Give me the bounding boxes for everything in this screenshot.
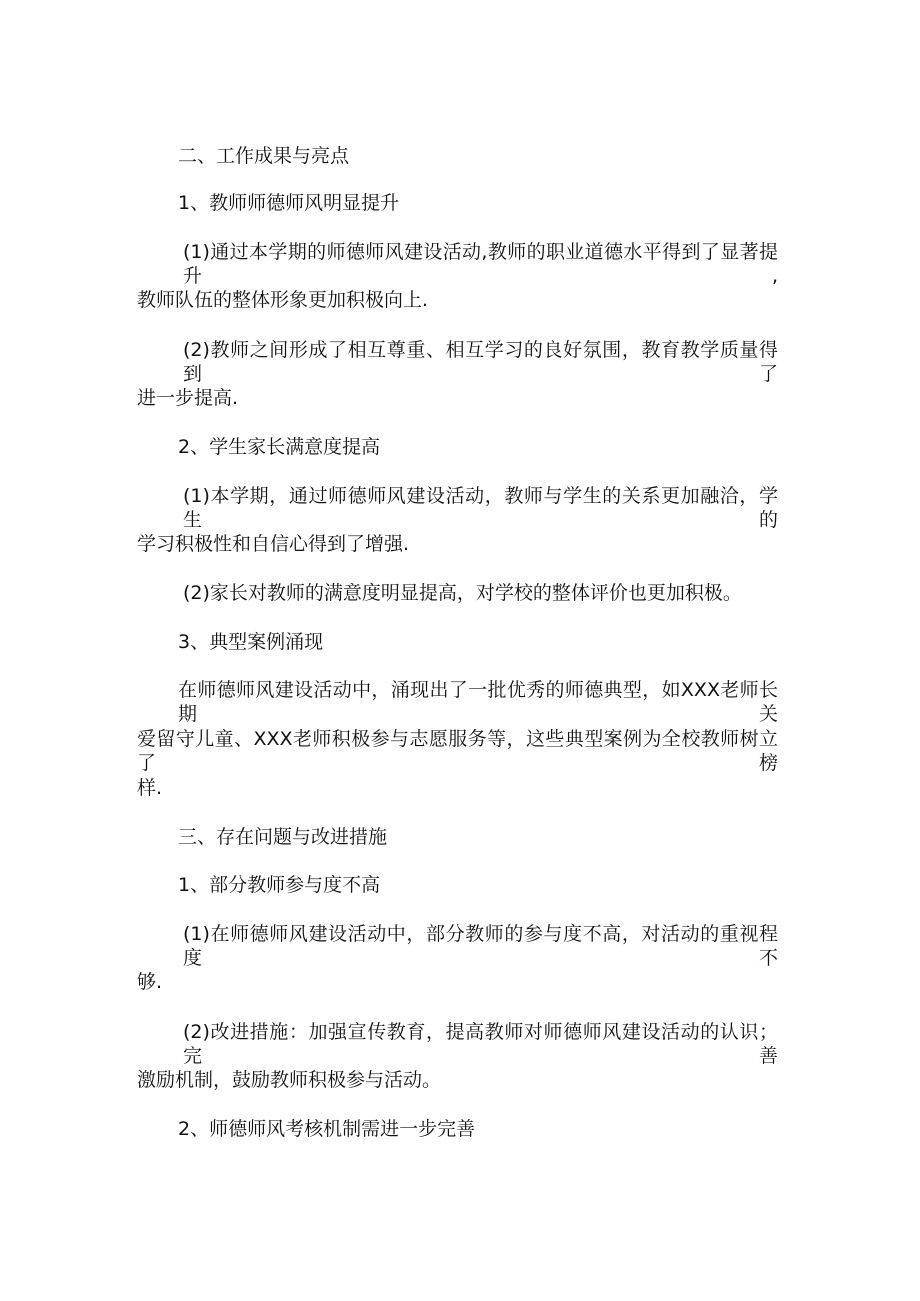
paragraph-line: (2)教师之间形成了相互尊重、相互学习的良好氛围，教育教学质量得到了 bbox=[183, 339, 778, 385]
paragraph-line: 样. bbox=[137, 777, 163, 799]
paragraph-line: (2)家长对教师的满意度明显提高，对学校的整体评价也更加积极。 bbox=[183, 582, 742, 604]
subsection-heading: 2、学生家长满意度提高 bbox=[178, 436, 381, 458]
paragraph-line: 教师队伍的整体形象更加积极向上. bbox=[137, 289, 429, 311]
subsection-heading: 2、师德师风考核机制需进一步完善 bbox=[178, 1118, 476, 1140]
paragraph-line: (1)本学期，通过师德师风建设活动，教师与学生的关系更加融洽，学生的 bbox=[183, 485, 778, 531]
paragraph-line: (1)在师德师风建设活动中，部分教师的参与度不高，对活动的重视程度不 bbox=[183, 923, 778, 969]
section-heading: 三、存在问题与改进措施 bbox=[178, 826, 388, 848]
subsection-heading: 1、教师师德师风明显提升 bbox=[178, 192, 400, 214]
paragraph-line: 爱留守儿童、XXX老师积极参与志愿服务等，这些典型案例为全校教师树立了榜 bbox=[137, 728, 778, 774]
paragraph-line: 够. bbox=[137, 971, 163, 993]
paragraph-line: 在师德师风建设活动中，涌现出了一批优秀的师德典型，如XXX老师长期关 bbox=[178, 679, 778, 725]
section-heading: 二、工作成果与亮点 bbox=[178, 145, 350, 167]
subsection-heading: 1、部分教师参与度不高 bbox=[178, 874, 381, 896]
subsection-heading: 3、典型案例涌现 bbox=[178, 631, 324, 653]
paragraph-line: 激励机制，鼓励教师积极参与活动。 bbox=[137, 1069, 442, 1091]
paragraph-line: (2)改进措施：加强宣传教育，提高教师对师德师风建设活动的认识；完善 bbox=[183, 1021, 778, 1067]
paragraph-line: (1)通过本学期的师德师风建设活动,教师的职业道德水平得到了显著提升, bbox=[183, 241, 778, 287]
paragraph-line: 进一步提高. bbox=[137, 387, 239, 409]
paragraph-line: 学习积极性和自信心得到了增强. bbox=[137, 533, 410, 555]
